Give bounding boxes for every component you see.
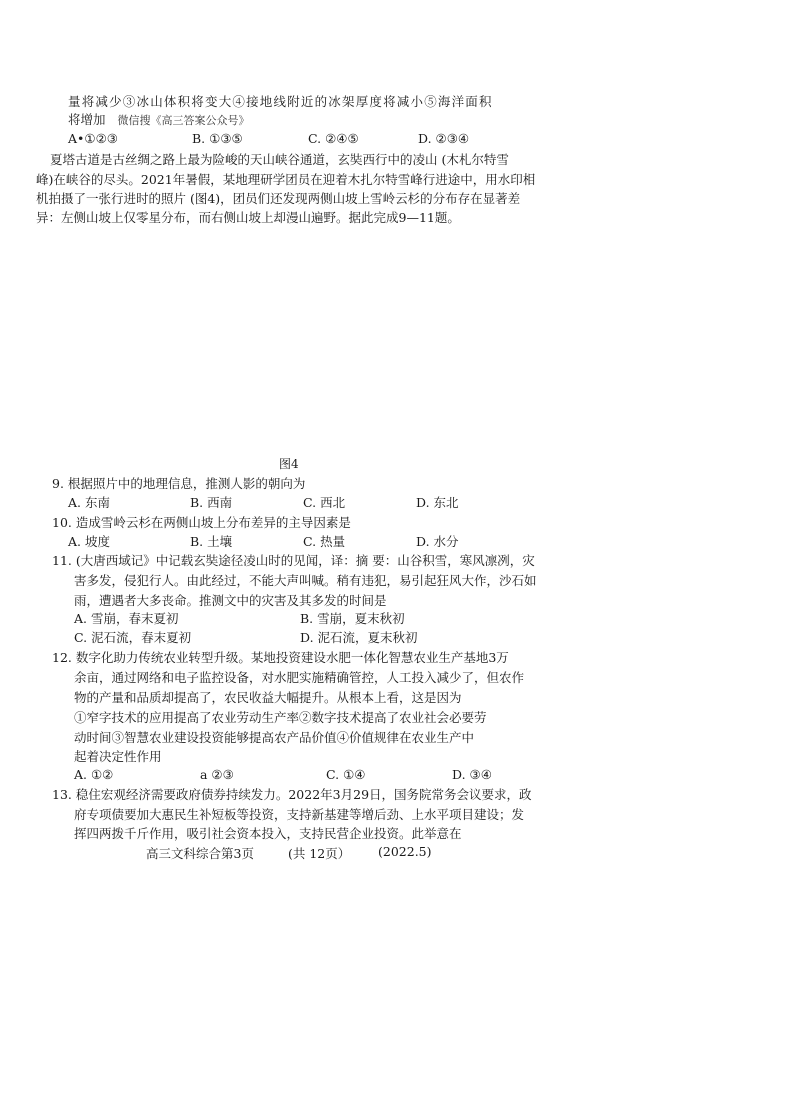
q12-line-3: 物的产量和品质却提高了，农民收益大幅提升。从根本上看，这是因为: [74, 690, 462, 705]
q9-option-d: D. 东北: [416, 495, 459, 510]
q9-stem: 9. 根据照片中的地理信息，推测人影的朝向为: [52, 476, 306, 491]
q12-option-b: a ②③: [200, 767, 234, 782]
q11-option-b: B. 雪崩，夏末秋初: [300, 611, 405, 626]
q12-option-a: A. ①②: [74, 767, 114, 782]
prev-option-c: C. ②④⑤: [308, 131, 359, 146]
q12-line-6: 起着决定性作用: [74, 749, 162, 764]
q10-stem: 10. 造成雪岭云杉在两侧山坡上分布差异的主导因素是: [52, 515, 351, 530]
prev-option-b: B. ①③⑤: [192, 131, 243, 146]
passage-line-1: 夏塔古道是古丝绸之路上最为险峻的天山峡谷通道，玄奘西行中的凌山 (木札尔特雪: [50, 152, 509, 167]
figure-4-photo: [30, 232, 760, 447]
q11-line-1: 11. (大唐西域记》中记载玄奘途径凌山时的见闻，译：摘 要：山谷积雪，寒风凛冽，灾: [52, 553, 535, 568]
passage-line-2: 峰)在峡谷的尽头。2021年暑假，某地理研学团员在迎着木扎尔特雪峰行进途中，用水印相: [36, 172, 536, 187]
footer-page-label: 高三文科综合第3页: [146, 846, 254, 861]
q9-option-c: C. 西北: [303, 495, 346, 510]
q12-line-5: 动时间③智慧农业建设投资能够提高农产品价值④价值规律在农业生产中: [74, 730, 475, 745]
q11-line-2: 害多发，侵犯行人。由此经过，不能大声叫喊。稍有违犯，易引起狂风大作，沙石如: [74, 573, 537, 588]
q9-option-a: A. 东南: [68, 495, 110, 510]
footer-date: (2022.5): [378, 844, 432, 859]
q12-option-d: D. ③④: [452, 767, 492, 782]
q12-line-4: ①窄字技术的应用提高了农业劳动生产率②数字技术提高了农业社会必要劳: [74, 710, 487, 725]
prev-question-line-1: 量将减少③冰山体积将变大④接地线附近的冰架厚度将减小⑤海洋面积: [68, 94, 493, 109]
prev-question-line-2: [68, 112, 250, 129]
q10-option-c: C. 热量: [303, 534, 346, 549]
q13-line-2: 府专项债要加大惠民生补短板等投资，支持新基建等增后劲、上水平项目建设；发: [74, 807, 525, 822]
q11-option-a: A. 雪崩，春末夏初: [74, 611, 179, 626]
figure-caption: 图4: [279, 457, 299, 471]
q9-option-b: B. 西南: [190, 495, 233, 510]
q13-line-1: 13. 稳住宏观经济需要政府债券持续发力。2022年3月29日，国务院常务会议要求，政: [52, 787, 532, 802]
q12-option-c: C. ①④: [326, 767, 366, 782]
watermark-note: 微信搜《高三答案公众号》: [117, 114, 250, 127]
q11-option-d: D. 泥石流，夏末秋初: [300, 630, 418, 645]
q11-option-c: C. 泥石流，春末夏初: [74, 630, 192, 645]
prev-question-line-2-text: 将增加: [68, 112, 106, 127]
q11-line-3: 雨，遭遇者大多丧命。推测文中的灾害及其多发的时间是: [74, 593, 387, 608]
q12-line-2: 余亩，通过网络和电子监控设备，对水肥实施精确管控，人工投入减少了，但农作: [74, 670, 525, 685]
q10-option-d: D. 水分: [416, 534, 459, 549]
prev-option-d: D. ②③④: [418, 131, 470, 146]
footer-total-pages: (共 12页）: [288, 846, 351, 861]
prev-option-a: A•①②③: [68, 131, 119, 146]
q13-line-3: 挥四两拨千斤作用，吸引社会资本投入，支持民营企业投资。此举意在: [74, 826, 462, 841]
passage-line-4: 异：左侧山坡上仅零星分布，而右侧山坡上却漫山遍野。据此完成9—11题。: [36, 210, 460, 225]
q12-line-1: 12. 数字化助力传统农业转型升级。某地投资建设水肥一体化智慧农业生产基地3万: [52, 650, 509, 665]
q10-option-b: B. 土壤: [190, 534, 233, 549]
passage-line-3: 机拍摄了一张行进时的照片 (图4)，团员们还发现两侧山坡上雪岭云杉的分布存在显著差: [36, 191, 521, 206]
q10-option-a: A. 坡度: [68, 534, 110, 549]
